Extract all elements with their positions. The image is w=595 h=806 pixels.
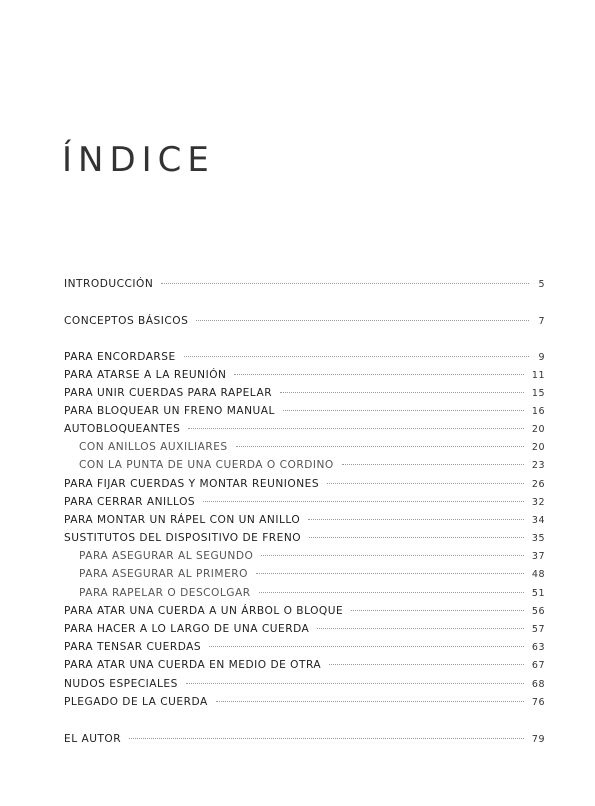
dot-leader: [196, 319, 529, 321]
toc-entry-label: PLEGADO DE LA CUERDA: [64, 696, 208, 708]
toc-entry: [64, 623, 545, 637]
dot-leader: [234, 373, 523, 375]
toc-entry-label: PARA ASEGURAR AL SEGUNDO: [79, 550, 254, 562]
dot-leader: [351, 609, 524, 611]
toc-page-number: 68: [531, 679, 545, 690]
toc-page-number: 20: [531, 442, 545, 453]
dot-leader: [216, 700, 524, 702]
dot-leader: [184, 355, 529, 357]
toc-entry: [64, 405, 545, 419]
dot-leader: [309, 536, 524, 538]
dot-leader: [317, 627, 524, 629]
toc-page-number: 23: [531, 460, 545, 471]
toc-entry: [64, 641, 545, 655]
toc-entry-label: PARA TENSAR CUERDAS: [64, 641, 202, 653]
dot-leader: [283, 409, 524, 411]
toc-entry: [64, 659, 545, 673]
toc-entry-label: PARA MONTAR UN RÁPEL CON UN ANILLO: [64, 514, 301, 526]
toc-entry-label: PARA FIJAR CUERDAS Y MONTAR REUNIONES: [64, 478, 320, 490]
toc-entry: [64, 678, 545, 692]
toc-page-number: 16: [531, 406, 545, 417]
page-title: ÍNDICE: [62, 140, 215, 180]
toc-page-number: 26: [531, 479, 545, 490]
toc-page-number: 15: [531, 388, 545, 399]
toc-entry: [64, 315, 545, 329]
dot-leader: [209, 645, 524, 647]
toc-entry: [64, 478, 545, 492]
toc-entry: [64, 605, 545, 619]
toc-entry-label: PARA ATAR UNA CUERDA A UN ÁRBOL O BLOQUE: [64, 605, 344, 617]
toc-page-number: 67: [531, 660, 545, 671]
toc-page-number: 56: [531, 606, 545, 617]
toc-entry-label: PARA ATARSE A LA REUNIÓN: [64, 369, 227, 381]
toc-subentry: [64, 568, 545, 582]
toc-page-number: 20: [531, 424, 545, 435]
toc-page-number: 76: [531, 697, 545, 708]
toc-entry: [64, 351, 545, 365]
toc-page-number: 32: [531, 497, 545, 508]
toc-entry-label: SUSTITUTOS DEL DISPOSITIVO DE FRENO: [64, 532, 302, 544]
toc-entry: [64, 496, 545, 510]
toc-entry-label: INTRODUCCIÓN: [64, 278, 154, 290]
dot-leader: [203, 500, 524, 502]
dot-leader: [188, 427, 524, 429]
dot-leader: [259, 591, 524, 593]
toc-entry: [64, 532, 545, 546]
toc-entry-label: PARA RAPELAR O DESCOLGAR: [79, 587, 251, 599]
toc-page-number: 5: [538, 279, 545, 290]
toc-entry-label: PARA HACER A LO LARGO DE UNA CUERDA: [64, 623, 310, 635]
toc-entry-label: PARA ENCORDARSE: [64, 351, 176, 363]
toc-entry-label: PARA CERRAR ANILLOS: [64, 496, 196, 508]
toc-entry: [64, 423, 545, 437]
toc-page-number: 34: [531, 515, 545, 526]
toc-page-number: 48: [531, 569, 545, 580]
toc-page-number: 57: [531, 624, 545, 635]
toc-page-number: 7: [538, 316, 545, 327]
toc-page-number: 63: [531, 642, 545, 653]
toc-entry: [64, 369, 545, 383]
dot-leader: [280, 391, 524, 393]
toc-entry-label: PARA UNIR CUERDAS PARA RAPELAR: [64, 387, 273, 399]
dot-leader: [327, 482, 524, 484]
dot-leader: [186, 682, 524, 684]
dot-leader: [308, 518, 524, 520]
toc-entry-label: AUTOBLOQUEANTES: [64, 423, 181, 435]
dot-leader: [236, 445, 524, 447]
toc-entry-label: CON ANILLOS AUXILIARES: [79, 441, 228, 453]
toc-page-number: 9: [538, 352, 545, 363]
toc-entry: [64, 278, 545, 292]
toc-subentry: [64, 459, 545, 473]
toc-subentry: [64, 550, 545, 564]
toc-entry-label: CONCEPTOS BÁSICOS: [64, 315, 189, 327]
toc-entry: [64, 733, 545, 747]
toc-page-number: 51: [531, 588, 545, 599]
toc-entry: [64, 696, 545, 710]
toc-entry-label: PARA ATAR UNA CUERDA EN MEDIO DE OTRA: [64, 659, 322, 671]
toc-entry: [64, 387, 545, 401]
toc-subentry: [64, 441, 545, 455]
toc-entry-label: PARA BLOQUEAR UN FRENO MANUAL: [64, 405, 275, 417]
dot-leader: [161, 282, 529, 284]
toc-entry-label: CON LA PUNTA DE UNA CUERDA O CORDINO: [79, 459, 334, 471]
toc-entry-label: EL AUTOR: [64, 733, 122, 745]
toc-page-number: 37: [531, 551, 545, 562]
dot-leader: [129, 737, 524, 739]
toc-entry-label: PARA ASEGURAR AL PRIMERO: [79, 568, 248, 580]
toc-entry-label: NUDOS ESPECIALES: [64, 678, 178, 690]
toc-subentry: [64, 587, 545, 601]
toc-page-number: 35: [531, 533, 545, 544]
dot-leader: [329, 663, 524, 665]
dot-leader: [256, 572, 524, 574]
toc-page-number: 79: [531, 734, 545, 745]
dot-leader: [261, 554, 524, 556]
toc-page-number: 11: [531, 370, 545, 381]
dot-leader: [342, 463, 524, 465]
toc-entry: [64, 514, 545, 528]
